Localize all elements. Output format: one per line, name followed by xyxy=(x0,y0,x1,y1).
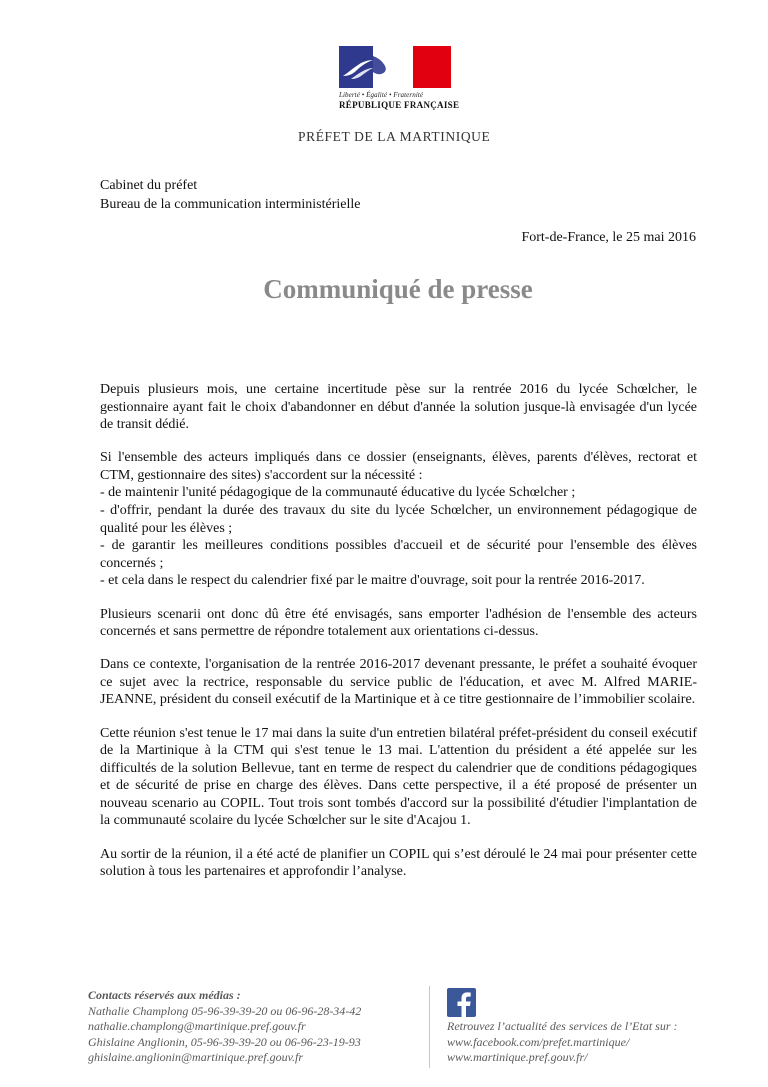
sender-cabinet: Cabinet du préfet xyxy=(100,178,198,193)
paragraph-list-block xyxy=(100,449,697,590)
facebook-icon[interactable] xyxy=(447,988,476,1017)
document-date: Fort-de-France, le 25 mai 2016 xyxy=(521,230,696,245)
list-item: - de garantir les meilleures conditions possibles d'accueil et de sécurité pour l'ensemble des élèves concernés ; xyxy=(100,538,697,571)
website-link[interactable]: www.martinique.pref.gouv.fr/ xyxy=(447,1050,588,1065)
paragraph: Cette réunion s'est tenue le 17 mai dans la suite d'un entretien bilatéral préfet-président du conseil exécutif de la Martinique à la CTM qui s'est tenue le 13 mai. L'attention du président a été appelée sur les difficultés de la solution Bellevue, tant en terme de respect du calendrier que de conditions pédagogiques et de sécurité de prise en charge des élèves. Dans cette perspective, il a été proposé de présenter un nouveau scenario au COPIL. Tout trois sont tombés d'accord sur la possibilité d'étudier l'implantation de la communauté scolaire du lycée Schœlcher sur le site d'Acajou 1. xyxy=(100,725,697,829)
footer-divider xyxy=(429,986,430,1068)
facebook-link[interactable]: www.facebook.com/prefet.martinique/ xyxy=(447,1034,630,1049)
prefecture-title: PRÉFET DE LA MARTINIQUE xyxy=(298,129,491,144)
paragraph-intro: Si l'ensemble des acteurs impliqués dans ce dossier (enseignants, élèves, parents d'élèves, rectorat et CTM, gestionnaire des sites) s'accordent sur la nécessité : xyxy=(100,450,697,483)
document-body xyxy=(100,381,697,896)
contact-phone: Ghislaine Anglionin, 05-96-39-39-20 ou 06-96-23-19-93 xyxy=(88,1034,361,1049)
contact-email[interactable]: nathalie.champlong@martinique.pref.gouv.fr xyxy=(88,1019,306,1034)
follow-text: Retrouvez l’actualité des services de l’Etat sur : xyxy=(447,1019,678,1033)
list-item: - et cela dans le respect du calendrier fixé par le maitre d'ouvrage, soit pour la rentrée 2016-2017. xyxy=(100,573,645,589)
sender-bureau: Bureau de la communication interministérielle xyxy=(100,197,361,212)
paragraph: Au sortir de la réunion, il a été acté de planifier un COPIL qui s’est déroulé le 24 mai pour présenter cette solution à tous les partenaires et approfondir l’analyse. xyxy=(100,846,697,880)
document-title: Communiqué de presse xyxy=(263,274,533,304)
republique-francaise-logo xyxy=(339,46,460,110)
paragraph: Dans ce contexte, l'organisation de la rentrée 2016-2017 devenant pressante, le préfet a souhaité évoquer ce sujet avec la rectrice, responsable du service public de l'éducation, et avec M. Alfred MARIE-JEANNE, président du conseil exécutif de la Martinique et à ce titre gestionnaire de l’immobilier scolaire. xyxy=(100,657,697,708)
marianne-flag-logo xyxy=(339,46,451,88)
sender-block xyxy=(100,176,360,214)
republic-name: RÉPUBLIQUE FRANÇAISE xyxy=(339,100,460,110)
list-item: - d'offrir, pendant la durée des travaux du site du lycée Schœlcher, un environnement pédagogique de qualité pour les élèves ; xyxy=(100,503,697,536)
contacts-heading: Contacts réservés aux médias : xyxy=(88,988,241,1002)
republic-motto: Liberté • Égalité • Fraternité xyxy=(339,91,424,99)
social-links xyxy=(447,1019,727,1066)
list-item: - de maintenir l'unité pédagogique de la communauté éducative du lycée Schœlcher ; xyxy=(100,485,576,501)
media-contacts xyxy=(88,988,408,1066)
paragraph: Plusieurs scenarii ont donc dû être été envisagés, sans emporter l'adhésion de l'ensemble des acteurs concernés et sans permettre de répondre totalement aux orientations ci-dessus. xyxy=(100,606,697,640)
contact-phone: Nathalie Champlong 05-96-39-39-20 ou 06-96-28-34-42 xyxy=(88,1003,362,1018)
paragraph: Depuis plusieurs mois, une certaine incertitude pèse sur la rentrée 2016 du lycée Schœlcher, le gestionnaire ayant fait le choix d'abandonner en début d'année la solution jusque-là envisagée d'un lycée de transit dédié. xyxy=(100,382,697,433)
contact-email[interactable]: ghislaine.anglionin@martinique.pref.gouv.fr xyxy=(88,1050,304,1065)
